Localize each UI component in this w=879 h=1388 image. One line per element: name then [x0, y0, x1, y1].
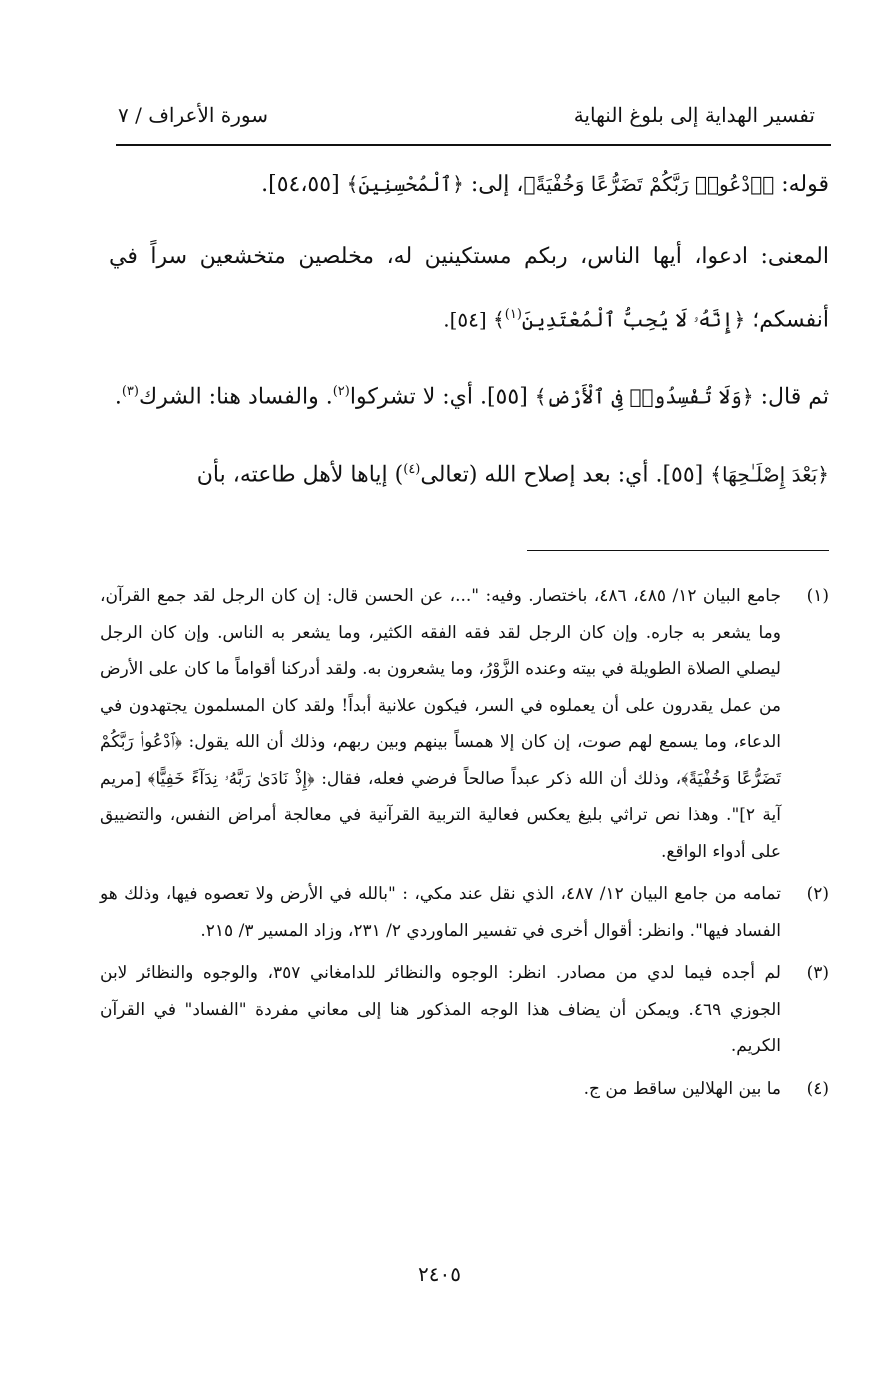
footnote-number: (١) — [806, 586, 829, 606]
footnote-text: تمامه من جامع البيان ١٢/ ٤٨٧، الذي نقل عند مكي، : "بالله في الأرض ولا تعصوه فيها، وذلك هو الفساد فيها". وانظر: أقوال أخرى في تفسير الماوردي ٢/ ٢٣١، وزاد المسير ٣/ ٢١٥. — [100, 884, 781, 941]
p3-prefix: ثم قال: — [753, 384, 829, 410]
footnotes — [100, 578, 829, 1113]
footnote-marker-3[interactable]: (٣) — [121, 384, 139, 400]
surah-label: سورة الأعراف / ٧ — [118, 103, 269, 127]
quran-verse: ﴿وَلَا تُفْسِدُوا۟ فِى ٱلْأَرْضِ﴾ — [534, 384, 754, 409]
footnote-2 — [100, 876, 829, 949]
footnote-text: ما بين الهلالين ساقط من ج. — [583, 1078, 781, 1099]
p1-middle: ، إلى: — [463, 172, 524, 197]
footnote-number: (٣) — [806, 963, 829, 983]
verse-reference: ﴾ [٥٤]. — [443, 307, 505, 332]
p3-end: . — [114, 384, 122, 410]
paragraph-2 — [109, 228, 829, 349]
footnote-text: جامع البيان ١٢/ ٤٨٥، ٤٨٦، باختصار. وفيه: "...، عن الحسن قال: إن كان الرجل لقد جمع القرآن، وما يشعر به جاره. وإن كان الرجل لقد فقه الفقه الكثير، وما يشعر به الناس. وإن كان الرجل ليصلي الصلاة الطويلة في بيته وعنده الزَّوْرُ، وما يشعرون به. ولقد أدركنا أقواماً ما كان على الأرض من عمل يقدرون على أن يعملوه في السر، فيكون علانية أبداً! ولقد كان المسلمون يجتهدون في الدعاء، وما يسمع لهم صوت، إن كان إلا همساً بينهم وبين ربهم، وذلك أن الله يقول: ﴿ٱدْعُوا۟ رَبَّكُمْ تَضَرُّعًا وَخُفْيَةً﴾، وذلك أن الله ذكر عبداً صالحاً فرضي فعله، فقال: ﴿إِذْ نَادَىٰ رَبَّهُۥ نِدَآءً خَفِيًّا﴾ [مريم آية ٢]". وهذا نص تراثي بليغ يعكس فعالية التربية القرآنية في معالجة أمراض النفس، والتضييق على أدواء الواقع. — [100, 586, 781, 862]
p1-prefix: قوله: — [774, 172, 829, 197]
header-divider — [116, 144, 831, 146]
quran-verse: ﴿بَعْدَ إِصْلَـٰحِهَا﴾ — [710, 461, 829, 486]
p2-text: المعنى: ادعوا، أيها الناس، ربكم مستكينين له، مخلصين متخشعين سراً في أنفسكم؛ — [109, 244, 829, 333]
book-title: تفسير الهداية إلى بلوغ النهاية — [573, 103, 815, 127]
p3-middle-2: . والفساد هنا: الشرك — [138, 384, 333, 410]
p4-end: ) إياها لأهل طاعته، بأن — [196, 461, 404, 487]
page-number: ٢٤٠٥ — [418, 1262, 461, 1286]
footnote-3 — [100, 955, 829, 1065]
footnote-1 — [100, 578, 829, 870]
footnote-text: لم أجده فيما لدي من مصادر. انظر: الوجوه والنظائر للدامغاني ٣٥٧، والوجوه والنظائر لابن الجوزي ٤٦٩. ويمكن أن يضاف هذا الوجه المذكور هنا إلى معاني مفردة "الفساد" في القرآن الكريم. — [100, 963, 781, 1056]
quran-verse: ﴿ٱلْمُحْسِنِينَ﴾ — [346, 172, 464, 196]
footnote-marker-2[interactable]: (٢) — [332, 384, 350, 400]
footnote-divider — [527, 550, 829, 551]
paragraph-1 — [109, 155, 829, 214]
p3-middle: [٥٥]. أي: لا تشركوا — [349, 384, 535, 410]
paragraph-4 — [109, 441, 829, 504]
verse-reference: [٥٤،٥٥]. — [261, 172, 347, 197]
main-text — [109, 155, 829, 518]
footnote-marker-1[interactable]: (١) — [504, 307, 522, 322]
footnote-number: (٤) — [806, 1078, 829, 1099]
footnote-marker-4[interactable]: (٤) — [403, 461, 421, 477]
footnote-number: (٢) — [806, 884, 829, 904]
quran-verse: ﴿إِنَّهُۥ لَا يُحِبُّ ٱلْمُعْتَدِينَ — [521, 307, 746, 332]
paragraph-3 — [109, 363, 829, 426]
p4-middle: [٥٥]. أي: بعد إصلاح الله (تعالى — [420, 461, 711, 487]
footnote-4 — [100, 1071, 829, 1108]
quran-verse: ﴿ٱدْعُوا۟ رَبَّكُمْ تَضَرُّعًا وَخُفْيَةً﴾ — [523, 172, 775, 196]
